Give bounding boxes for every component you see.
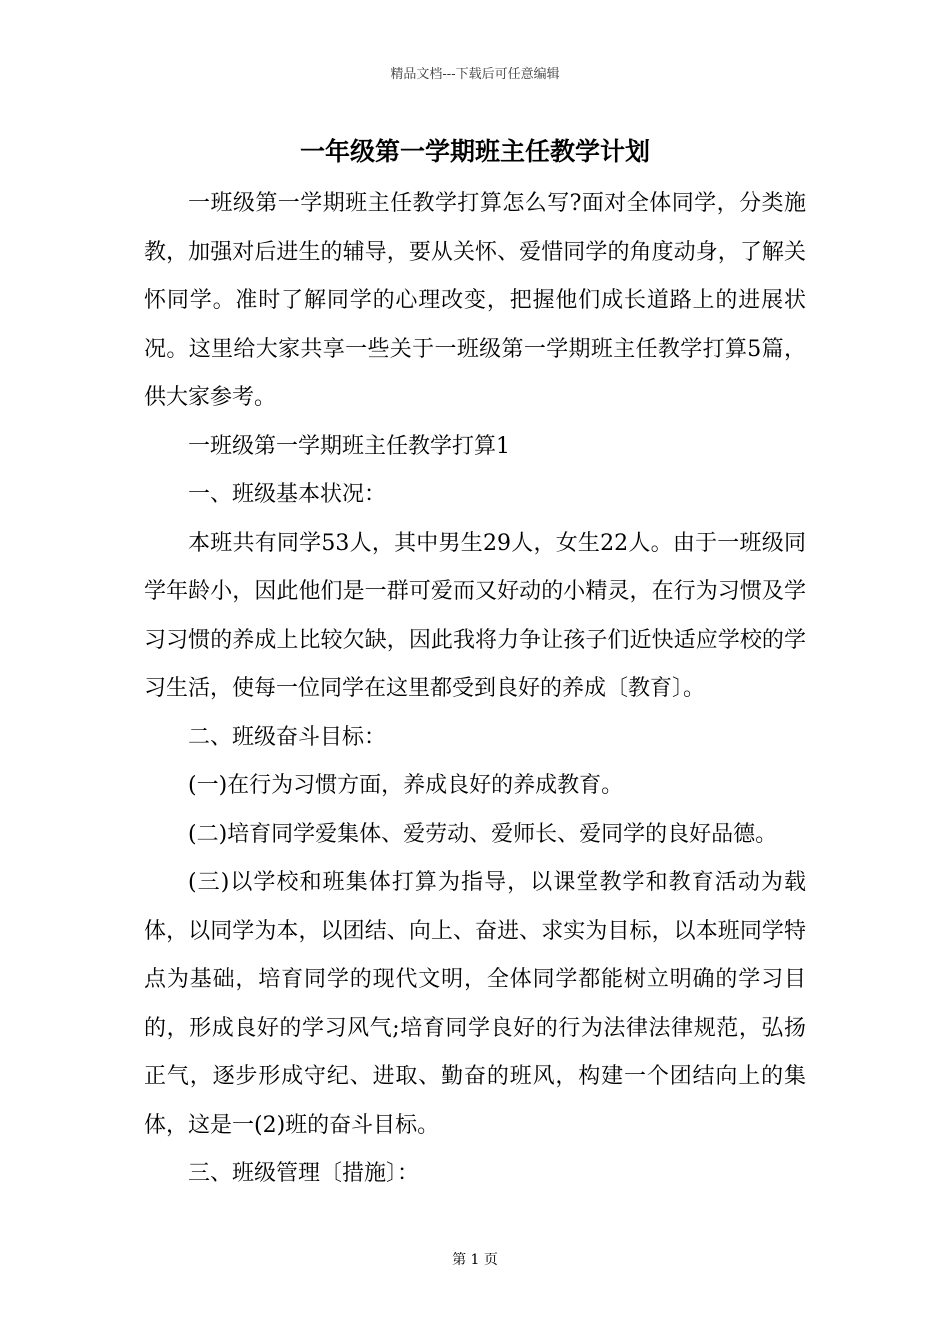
document-title: 一年级第一学期班主任教学计划 [299, 137, 650, 166]
paragraph-section-1-heading: 一、班级基本状况： [188, 482, 387, 507]
paragraph-class-situation: 本班共有同学53人，其中男生29人，女生22人。由于一班级同学年龄小，因此他们是一群可爱而又好动的小精灵，在行为习惯及学习习惯的养成上比较欠缺，因此我将力争让孩子们近快适应学校的学习生活，使每一位同学在这里都受到良好的养成〔教育〕。 [144, 530, 806, 701]
document-body [144, 180, 806, 1199]
page-number: 第 1 页 [452, 1252, 498, 1268]
paragraph-section-3-heading: 三、班级管理〔措施〕： [188, 1161, 420, 1186]
paragraph-section-2-heading: 二、班级奋斗目标： [188, 724, 387, 750]
paragraph-goal-1: (一)在行为习惯方面，养成良好的养成教育。 [188, 773, 624, 798]
paragraph-plan-heading: 一班级第一学期班主任教学打算1 [188, 433, 510, 459]
paragraph-goal-2: (二)培育同学爱集体、爱劳动、爱师长、爱同学的良好品德。 [188, 821, 778, 847]
paragraph-goal-3: (三)以学校和班集体打算为指导，以课堂教学和教育活动为载体，以同学为本，以团结、向上、奋进、求实为目标，以本班同学特点为基础，培育同学的现代文明，全体同学都能树立明确的学习目的，形成良好的学习风气;培育同学良好的行为法律法律规范，弘扬正气，逐步形成守纪、进取、勤奋的班风，构建一个团结向上的集体，这是一(2)班的奋斗目标。 [144, 870, 806, 1138]
page-header: 精品文档---下载后可任意编辑 [390, 67, 560, 82]
paragraph-intro: 一班级第一学期班主任教学打算怎么写?面对全体同学，分类施教，加强对后进生的辅导，要从关怀、爱惜同学的角度动身，了解关怀同学。准时了解同学的心理改变，把握他们成长道路上的进展状况。这里给大家共享一些关于一班级第一学期班主任教学打算5篇，供大家参考。 [144, 191, 806, 410]
